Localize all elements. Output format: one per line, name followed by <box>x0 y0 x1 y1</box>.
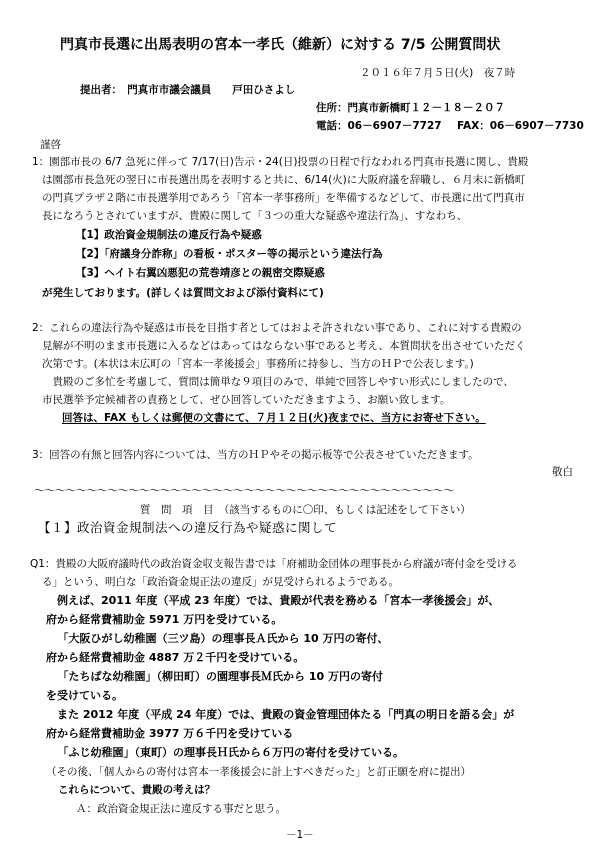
q1-line: 府から経常費補助金 5971 万円を受けている。 <box>46 613 283 626</box>
q1-line: を受けている。 <box>46 689 123 702</box>
para1-line: は園部市長急死の翌日に市長選出馬を表明すると共に、6/14(火)に大阪府議を辞職し、６月末に新橋町 <box>42 174 526 186</box>
q1-line: 府から経常費補助金 4887 万２千円を受けている。 <box>46 651 305 664</box>
para2-line: 見解が不明のまま市長選に入るなどはあってはならない事であると考え、本質問状を出させていただく <box>42 340 526 352</box>
fax-line: FAX：06－6907－7730 <box>457 120 584 132</box>
para1-line: 1：園部市長の 6/7 急死に伴って 7/17(日)告示・24(日)投票の日程で行なわれる門真市長選に関し、貴殿 <box>32 156 529 168</box>
para2-line: 市民選挙予定候補者の責務として、ぜひ回答していただきますよう、お願い致します。 <box>42 394 451 406</box>
q1-line: Q1：貴殿の大阪府議時代の政治資金収支報告書では「府補助金団体の理事長から府議が寄付金を受ける <box>30 558 518 570</box>
phone-line: 電話：06－6907－7727 <box>316 120 442 132</box>
address-line: 住所：門真市新橋町１２－１８－２０７ <box>316 102 505 114</box>
q1-line: 「たちばな幼稚園」（柳田町）の園理事長Ｍ氏から 10 万円の寄付 <box>52 670 383 683</box>
para2-line: 2：これらの違法行為や疑惑は市長を目指す者としてはおよそ許されない事であり、これに対する貴殿の <box>32 322 522 334</box>
para1-line: 長になろうとされていますが、貴殿に関して「３つの重大な疑惑や違法行為」、すなわち、 <box>42 210 468 222</box>
divider: ～～～～～～～～～～～～～～～～～～～～～～～～～～～～～～～～～～～～～～～～ <box>34 484 454 497</box>
closing-word: 敬白 <box>552 466 573 478</box>
q1-line: （その後、「個人からの寄付は宮本一孝後援会に計上すべきだった」と訂正願を府に提出） <box>46 766 472 778</box>
salutation: 謹啓 <box>40 139 61 151</box>
allegation-item: 【1】政治資金規制法の違反行為や疑惑 <box>76 229 262 241</box>
q1-line: る」という、明白な「政治資金規正法の違反」が見受けられるようである。 <box>42 576 399 588</box>
para3: 3：回答の有無と回答内容については、当方のＨＰやその掲示板等で公表させていただきます。 <box>32 449 479 461</box>
para1-closing: が発生しております。(詳しくは質問文および添付資料にて) <box>42 287 324 299</box>
date-line: ２０１６年７月５日(火) 夜７時 <box>360 67 516 79</box>
section-title: 【１】政治資金規制法への違反行為や疑惑に関して <box>38 520 338 535</box>
q1-answer: Ａ：政治資金規正法に違反する事だと思う。 <box>76 803 286 815</box>
q1-line: 「大阪ひがし幼稚園（三ツ島）の理事長Ａ氏から 10 万円の寄付、 <box>52 632 389 645</box>
para1-line: の門真プラザ２階に市長選挙用であろう「宮本一孝事務所」を準備するなどして、市長選に出て門真市 <box>42 192 525 204</box>
para2-line: 次第です。(本状は末広町の「宮本一孝後援会」事務所に持参し、当方のＨＰで公表します。) <box>42 358 474 370</box>
q1-line: また 2012 年度（平成 24 年度）では、貴殿の資金管理団体たる「門真の明日を語る会」が <box>46 708 515 721</box>
page-number: －1－ <box>286 829 314 841</box>
q1-line: これらについて、貴殿の考えは？ <box>58 784 216 796</box>
q1-line: 例えば、2011 年度（平成 23 年度）では、貴殿が代表を務める「宮本一孝後援会」が、 <box>46 594 500 607</box>
question-header: 質 問 項 目 （該当するものに〇印、もしくは記述をして下さい） <box>140 504 471 516</box>
q1-line: 府から経常費補助金 3977 万６千円を受けている <box>46 727 294 740</box>
reply-deadline: 回答は、FAX もしくは郵便の文書にて、７月１２日(火)夜までに、当方にお寄せ下さい。 <box>62 412 486 424</box>
document-title: 門真市長選に出馬表明の宮本一孝氏（維新）に対する 7/5 公開質問状 <box>60 37 501 53</box>
allegation-item: 【2】「府議身分詐称」の看板・ポスター等の掲示という違法行為 <box>76 248 383 260</box>
q1-line: 「ふじ幼稚園」（東町）の理事長Ｈ氏から６万円の寄付を受けている。 <box>52 746 404 759</box>
para2-line: 貴殿のご多忙を考慮して、質問は簡単な９項目のみで、単純で回答しやすい形式にしましたので、 <box>42 376 514 388</box>
submitter-line: 提出者： 門真市市議会議員 戸田ひさよし <box>80 84 296 96</box>
allegation-item: 【3】ヘイト右翼凶悪犯の荒巻靖彦との親密交際疑惑 <box>76 267 325 279</box>
